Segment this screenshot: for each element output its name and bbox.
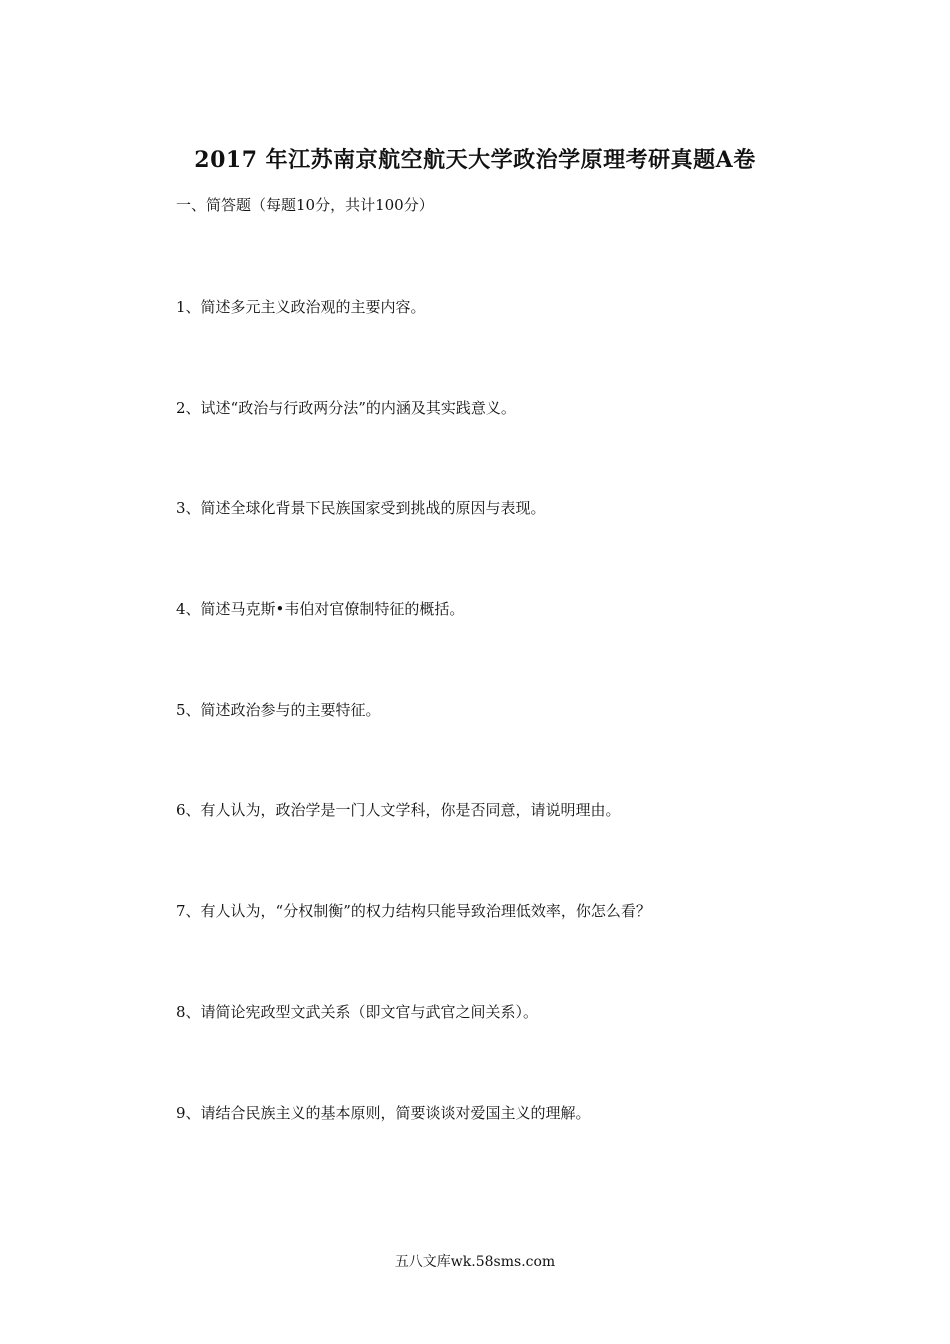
question-item: 8、请简论宪政型文武关系（即文官与武官之间关系）。 [176,1003,539,1021]
question-item: 5、简述政治参与的主要特征。 [176,701,381,719]
question-item: 3、简述全球化背景下民族国家受到挑战的原因与表现。 [176,499,546,517]
document-title: 2017 年江苏南京航空航天大学政治学原理考研真题A卷 [194,147,756,173]
page-footer-watermark: 五八文库wk.58sms.com [394,1254,556,1270]
question-item: 7、有人认为，“分权制衡”的权力结构只能导致治理低效率，你怎么看？ [176,902,651,920]
question-item: 6、有人认为，政治学是一门人文学科，你是否同意，请说明理由。 [176,801,621,819]
section-heading: 一、简答题（每题10分，共计100分） [176,196,434,214]
question-item: 2、试述“政治与行政两分法”的内涵及其实践意义。 [176,399,516,417]
question-item: 4、简述马克斯•韦伯对官僚制特征的概括。 [176,600,465,618]
question-item: 9、请结合民族主义的基本原则，简要谈谈对爱国主义的理解。 [176,1104,591,1122]
question-item: 1、简述多元主义政治观的主要内容。 [176,298,426,316]
